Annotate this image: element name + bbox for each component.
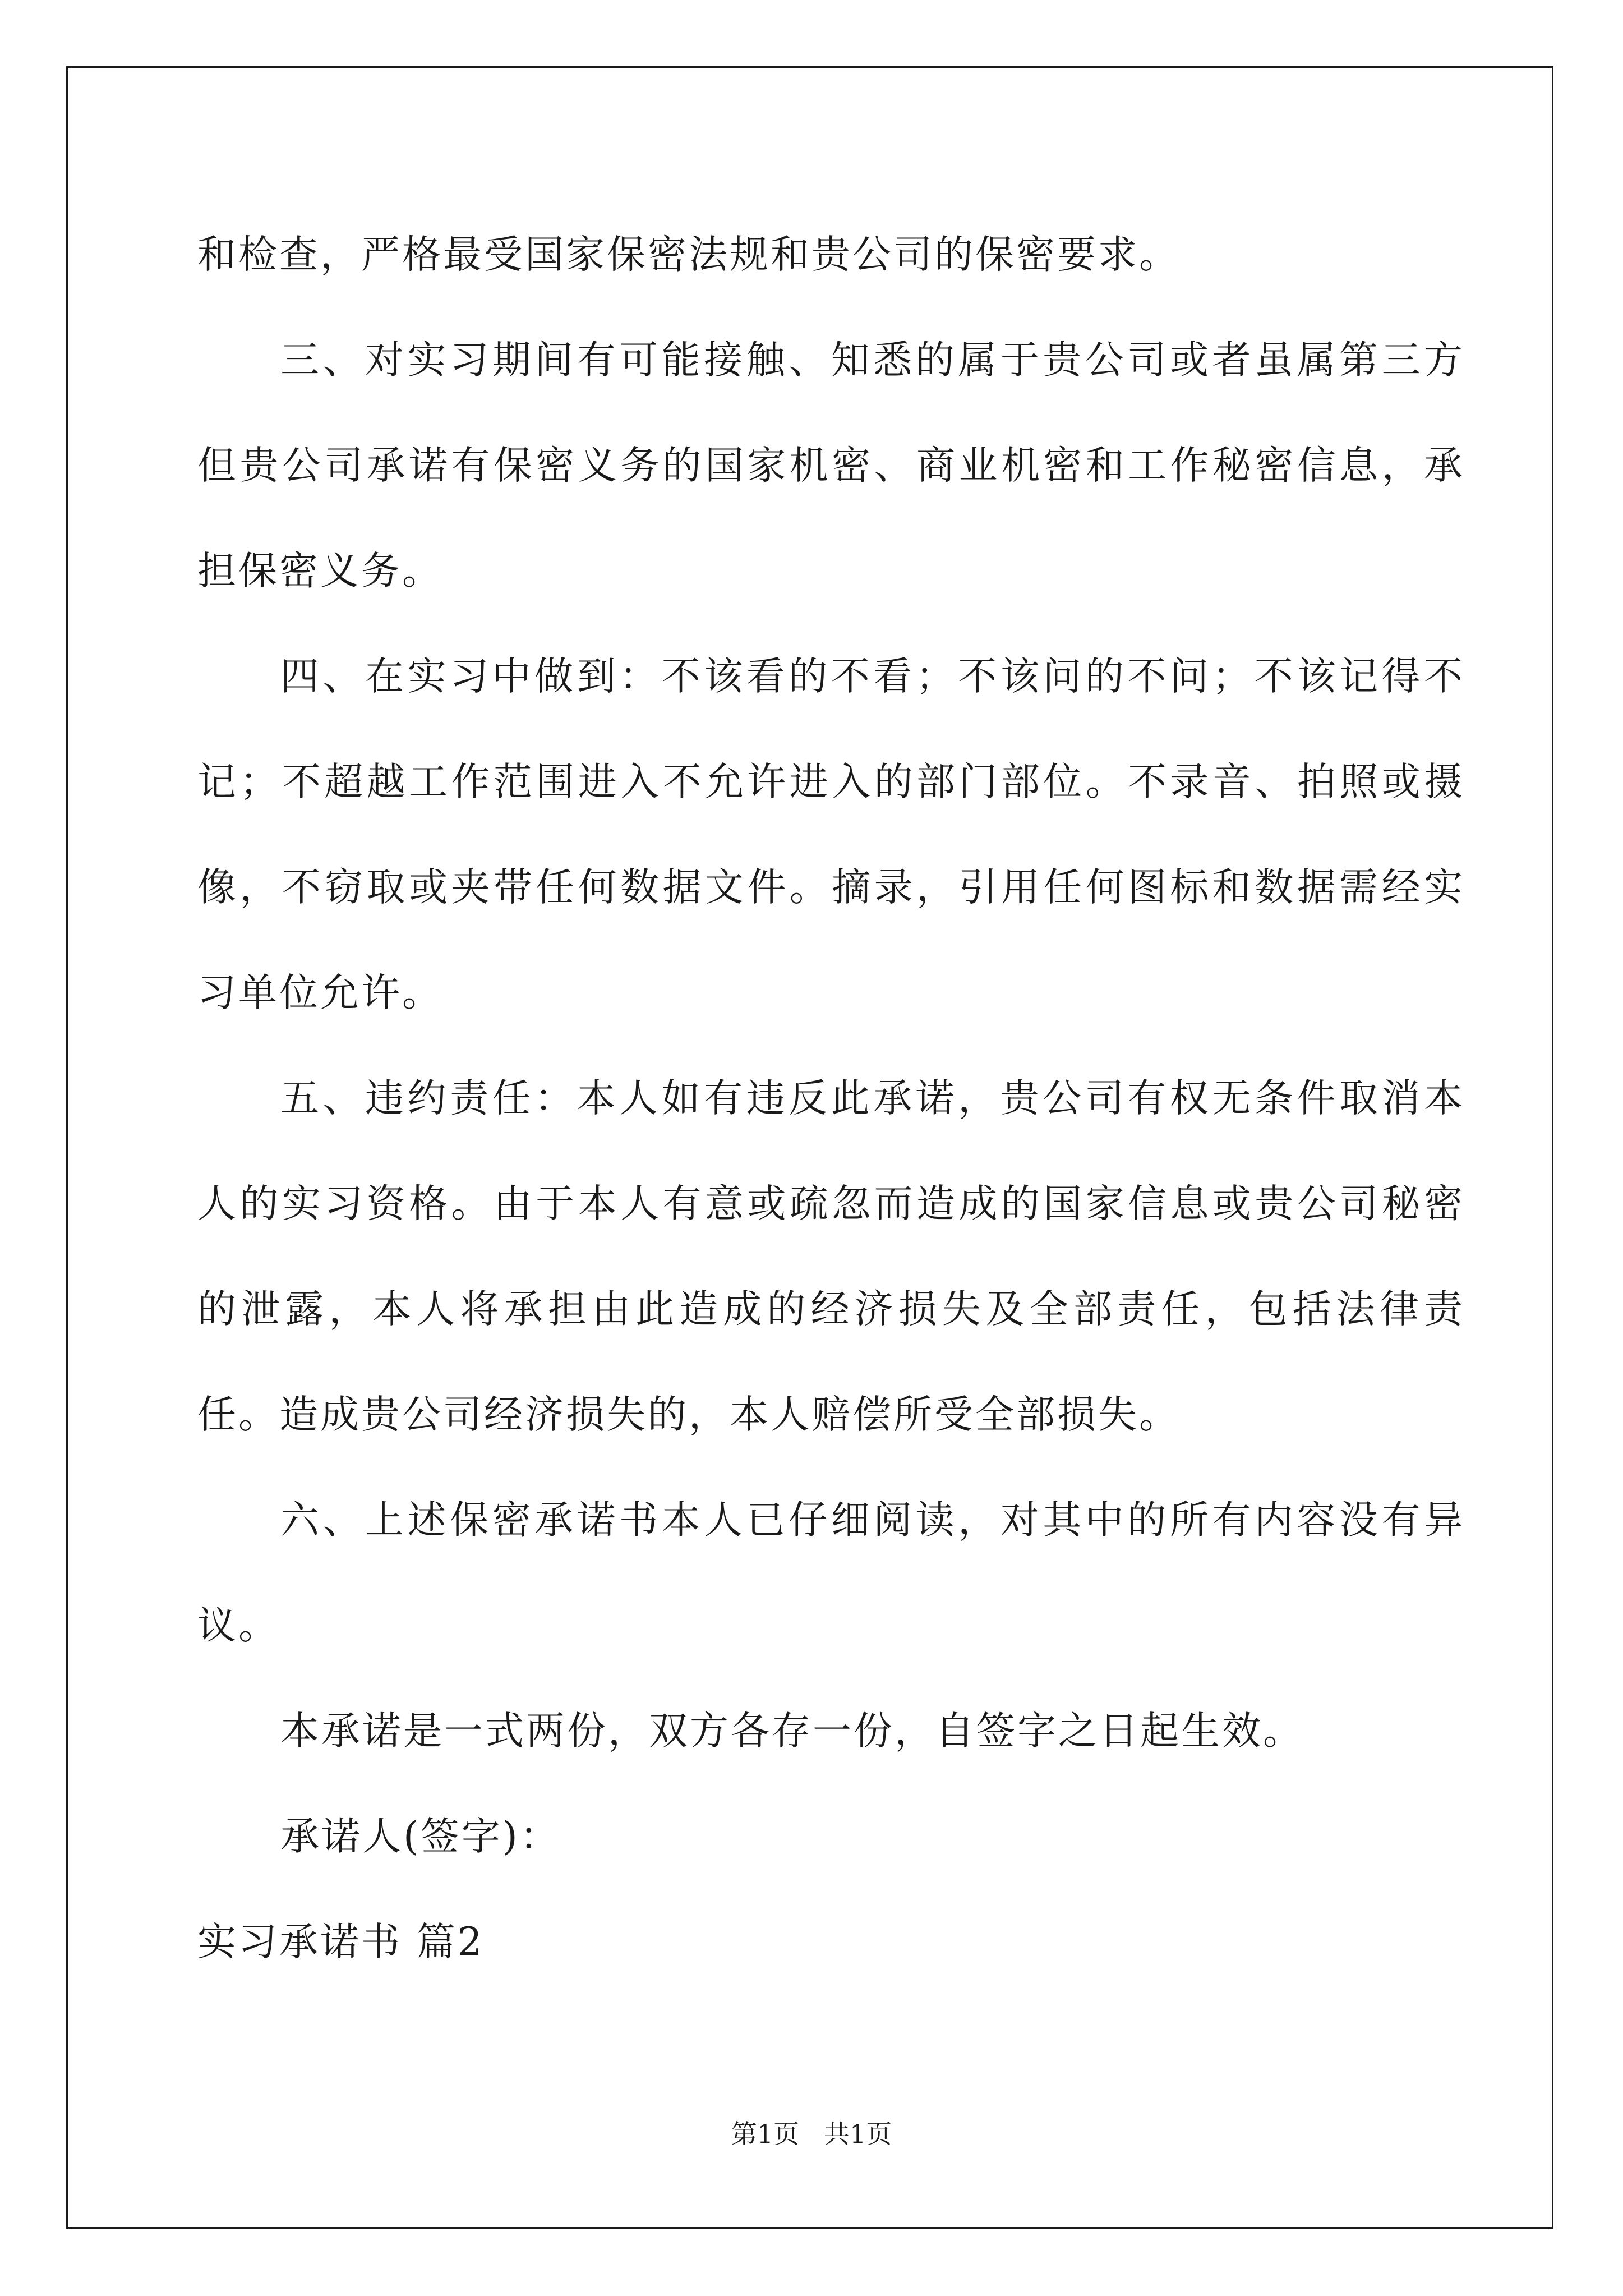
paragraph-clause-4: 四、在实习中做到：不该看的不看；不该问的不问；不该记得不记；不超越工作范围进入不允许进入的部门部位。不录音、拍照或摄像，不窃取或夹带任何数据文件。摘录，引用任何图标和数据需经实习单位允许。 — [197, 654, 1465, 1015]
document-body — [197, 202, 1465, 1995]
page-footer — [0, 2114, 1623, 2151]
footer-spacer — [799, 2119, 824, 2149]
paragraph-clause-5: 五、违约责任：本人如有违反此承诺，贵公司有权无条件取消本人的实习资格。由于本人有意或疏忽而造成的国家信息或贵公司秘密的泄露，本人将承担由此造成的经济损失及全部责任，包括法律责任。造成贵公司经济损失的，本人赔偿所受全部损失。 — [197, 1076, 1465, 1437]
paragraph-continuation: 和检查，严格最受国家保密法规和贵公司的保密要求。 — [197, 232, 1180, 277]
page-total: 共1页 — [823, 2119, 892, 2149]
next-section-title: 实习承诺书 篇2 — [197, 1920, 485, 1964]
paragraph-effective-note: 本承诺是一式两份，双方各存一份，自签字之日起生效。 — [280, 1709, 1304, 1754]
signature-line: 承诺人(签字)： — [280, 1814, 561, 1859]
paragraph-clause-3: 三、对实习期间有可能接触、知悉的属于贵公司或者虽属第三方但贵公司承诺有保密义务的国家机密、商业机密和工作秘密信息，承担保密义务。 — [197, 338, 1465, 593]
page-number: 第1页 — [731, 2119, 800, 2149]
paragraph-clause-6: 六、上述保密承诺书本人已仔细阅读，对其中的所有内容没有异议。 — [197, 1498, 1465, 1648]
